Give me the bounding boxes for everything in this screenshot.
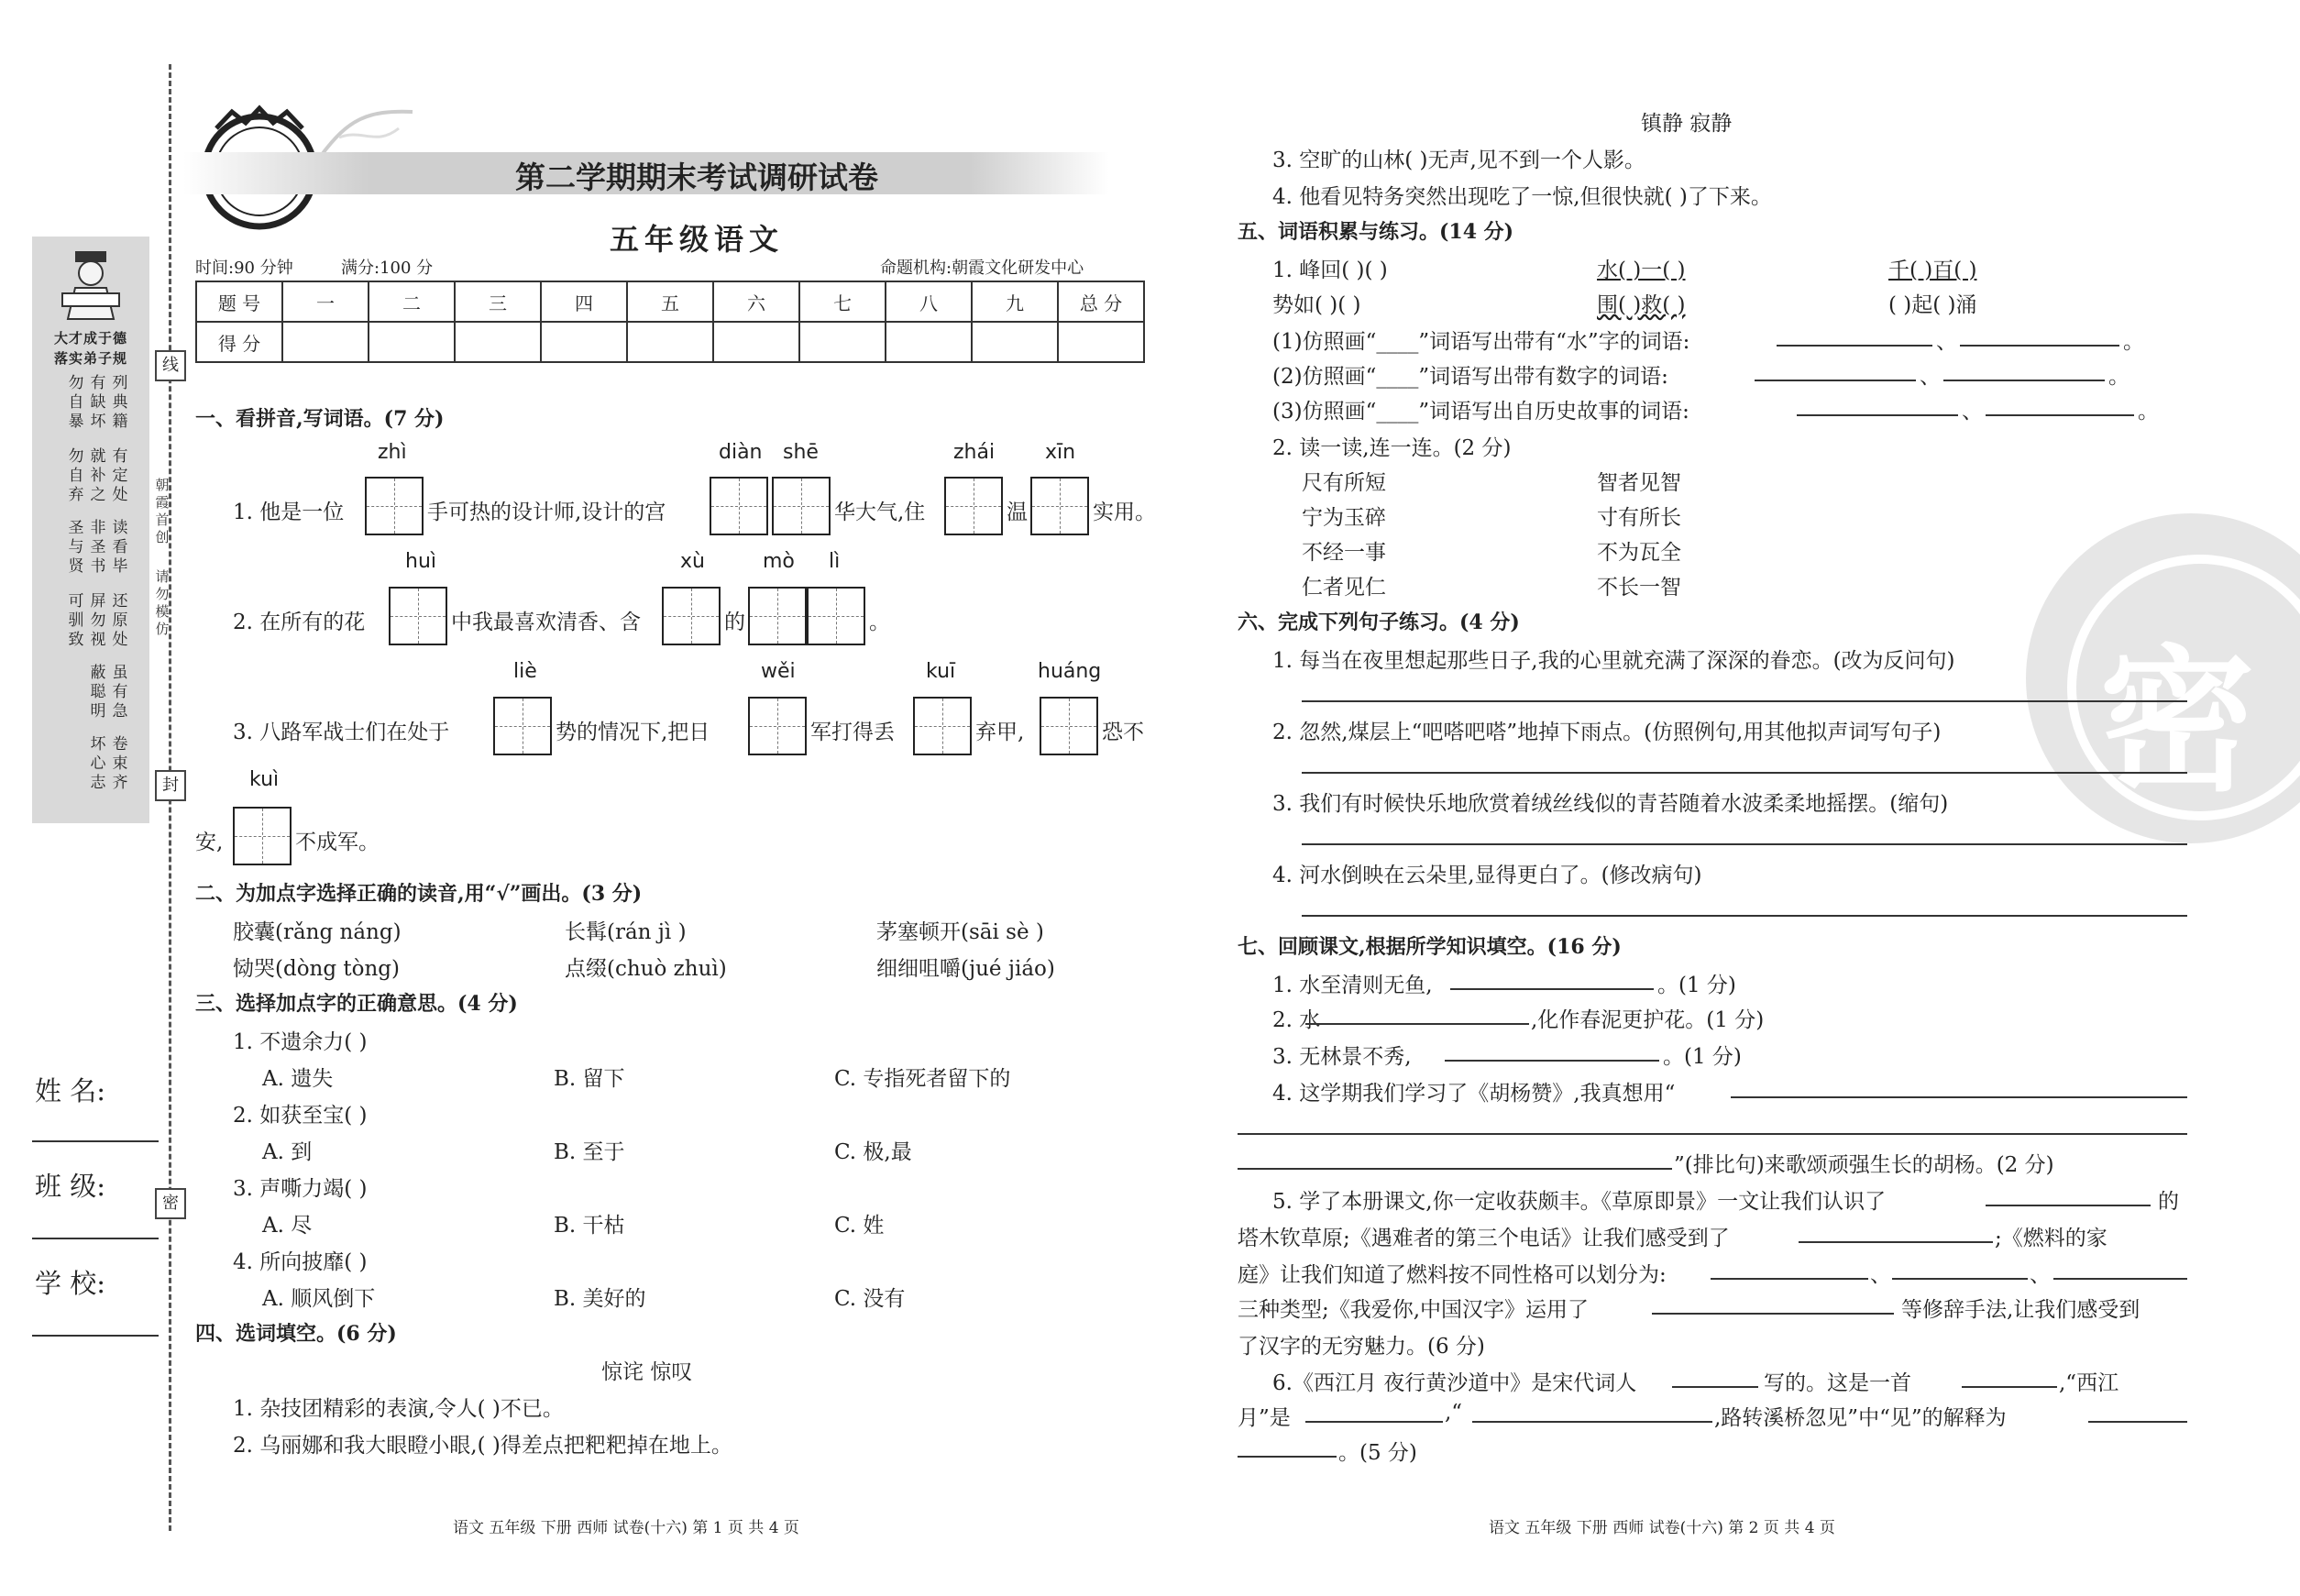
pinyin: shē xyxy=(783,441,819,464)
answer-blank[interactable] xyxy=(1450,988,1654,990)
reading-option[interactable]: 胶囊(rǎng náng) xyxy=(233,920,402,944)
answer-blank[interactable] xyxy=(1445,1060,1659,1062)
pinyin: kuì xyxy=(249,768,280,791)
answer-line[interactable] xyxy=(1302,772,2187,774)
end-mark: 。 xyxy=(2108,365,2129,389)
match-left-item[interactable]: 尺有所短 xyxy=(1302,471,1386,495)
score-cell[interactable] xyxy=(369,322,455,362)
score-header-cell: 三 xyxy=(455,281,541,322)
q2-text-c: 的 xyxy=(724,611,745,634)
exam-time: 时间:90 分钟 xyxy=(195,259,293,278)
motto-column: 虽有急 xyxy=(112,664,128,721)
recall-text: 5. 学了本册课文,你一定收获颇丰。《草原即景》一文让我们认识了 xyxy=(1272,1190,1887,1214)
pinyin: wěi xyxy=(761,660,796,683)
idiom-blank: ( )起( )涌 xyxy=(1888,293,1977,317)
section-6-title: 六、完成下列句子练习。(4 分) xyxy=(1238,611,1520,634)
score-header-cell: 六 xyxy=(713,281,799,322)
motto-panel xyxy=(32,237,149,823)
fill-question: 1. 杂技团精彩的表演,令人( )不已。 xyxy=(233,1397,564,1421)
section-2-title: 二、为加点字选择正确的读音,用“√”画出。(3 分) xyxy=(195,882,643,906)
meaning-choice[interactable]: A. 遗失 xyxy=(262,1067,334,1091)
binding-mark-bottom: 密 xyxy=(155,1188,186,1219)
meaning-choice[interactable]: B. 干枯 xyxy=(554,1214,625,1238)
q1-text-b: 手可热的设计师,设计的宫 xyxy=(427,501,666,524)
score-header-cell: 四 xyxy=(541,281,627,322)
meaning-choice[interactable]: B. 留下 xyxy=(554,1067,625,1091)
score-cell[interactable] xyxy=(455,322,541,362)
match-right-item[interactable]: 不长一智 xyxy=(1597,576,1681,600)
score-table-score-row xyxy=(196,322,1144,362)
recall-text: 。(1 分) xyxy=(1657,974,1736,997)
score-table xyxy=(195,281,1145,363)
motto-column: 列典籍 xyxy=(112,374,128,431)
answer-box[interactable] xyxy=(662,587,721,645)
recall-text: 庭》让我们知道了燃料按不同性格可以划分为: xyxy=(1238,1263,1667,1287)
answer-blank[interactable] xyxy=(1711,1278,1868,1280)
recall-text: 1. 水至清则无鱼, xyxy=(1272,974,1433,997)
motto-slogan-1: 大才成于德 xyxy=(53,330,127,347)
pinyin: zhì xyxy=(378,441,407,464)
recall-text: 。(1 分) xyxy=(1663,1045,1742,1069)
answer-box[interactable] xyxy=(772,477,831,535)
answer-box[interactable] xyxy=(944,477,1003,535)
motto-column: 圣与贤 xyxy=(68,519,84,576)
recall-text: ,“ xyxy=(1445,1401,1463,1425)
answer-blank[interactable] xyxy=(1305,1421,1443,1423)
imitation-prompt: (2)仿照画“____”词语写出带有数字的词语: xyxy=(1272,365,1668,389)
score-cell[interactable] xyxy=(282,322,369,362)
separator: 、 xyxy=(1962,400,1983,424)
motto-column: 非圣书 xyxy=(90,519,106,576)
idiom-blank: 水( )一( ) xyxy=(1597,259,1686,282)
class-label: 班 级: xyxy=(35,1171,105,1202)
sentence-question: 1. 每当在夜里想起那些日子,我的心里就充满了深深的眷恋。(改为反问句) xyxy=(1272,649,1955,673)
answer-box[interactable] xyxy=(493,697,552,755)
meaning-choice[interactable]: A. 尽 xyxy=(262,1214,313,1238)
meaning-choice[interactable]: C. 极,最 xyxy=(834,1140,912,1164)
name-field[interactable] xyxy=(32,1140,159,1142)
match-right-item[interactable]: 寸有所长 xyxy=(1597,506,1681,530)
q3-text-a: 3. 八路军战士们在处于 xyxy=(233,721,450,744)
answer-blank[interactable] xyxy=(1755,380,1916,381)
motto-column: 屏勿视 xyxy=(90,592,106,649)
end-mark: 。 xyxy=(2138,400,2159,424)
answer-blank[interactable] xyxy=(1238,1456,1337,1458)
recall-text: 4. 这学期我们学习了《胡杨赞》,我真想用“ xyxy=(1272,1082,1676,1106)
q1-text-e: 实用。 xyxy=(1093,501,1156,524)
match-left-item[interactable]: 不经一事 xyxy=(1302,541,1386,565)
pinyin: liè xyxy=(513,660,537,683)
imitation-prompt: (3)仿照画“____”词语写出自历史故事的词语: xyxy=(1272,400,1689,424)
recall-text: 月”是 xyxy=(1238,1406,1291,1430)
answer-blank[interactable] xyxy=(1960,345,2119,347)
motto-column: 可驯致 xyxy=(68,592,84,649)
answer-line[interactable] xyxy=(1302,843,2187,845)
score-header-cell: 二 xyxy=(369,281,455,322)
recall-text: 写的。这是一首 xyxy=(1764,1371,1911,1395)
separator: 、 xyxy=(1936,330,1957,354)
score-cell[interactable] xyxy=(541,322,627,362)
meaning-question: 2. 如获至宝( ) xyxy=(233,1104,368,1128)
page-footer-left: 语文 五年级 下册 西师 试卷(十六) 第 1 页 共 4 页 xyxy=(453,1519,799,1537)
meaning-question: 3. 声嘶力竭( ) xyxy=(233,1177,368,1201)
q2-text-d: 。 xyxy=(869,611,890,634)
pinyin: lì xyxy=(829,550,841,573)
score-header-cell: 八 xyxy=(886,281,972,322)
pinyin: zhái xyxy=(953,441,996,464)
meaning-choice[interactable]: C. 没有 xyxy=(834,1287,906,1311)
exam-subtitle: 五年级语文 xyxy=(609,222,784,257)
q1-text-c: 华大气,住 xyxy=(834,501,926,524)
meaning-choice[interactable]: B. 至于 xyxy=(554,1140,625,1164)
recall-text: ,路转溪桥忽见”中“见”的解释为 xyxy=(1714,1406,2007,1430)
motto-column: 卷束齐 xyxy=(112,735,128,792)
idiom-blank: 1. 峰回( )( ) xyxy=(1272,259,1388,282)
score-header-cell: 总 分 xyxy=(1058,281,1144,322)
meaning-choice[interactable]: C. 姓 xyxy=(834,1214,885,1238)
reading-option[interactable]: 细细咀嚼(jué jiáo) xyxy=(876,957,1055,981)
recall-text: 等修辞手法,让我们感受到 xyxy=(1901,1298,2140,1322)
answer-box[interactable] xyxy=(710,477,768,535)
score-row-label: 得 分 xyxy=(196,322,282,362)
exam-title: 第二学期期末考试调研试卷 xyxy=(515,160,878,195)
score-header-cell: 五 xyxy=(627,281,713,322)
separator: 、 xyxy=(1870,1263,1891,1287)
pinyin: diàn xyxy=(719,441,763,464)
watermark-char: 密 xyxy=(2099,630,2256,813)
answer-blank[interactable] xyxy=(1305,1023,1529,1025)
motto-column: 就补之 xyxy=(90,447,106,504)
match-left-item[interactable]: 宁为玉碎 xyxy=(1302,506,1386,530)
meaning-choice[interactable]: A. 到 xyxy=(262,1140,313,1164)
idiom-blank: 千( )百( ) xyxy=(1888,259,1977,282)
motto-column: 还原处 xyxy=(112,592,128,649)
answer-blank[interactable] xyxy=(1799,1241,1993,1243)
score-cell[interactable] xyxy=(627,322,713,362)
pinyin: xīn xyxy=(1045,441,1076,464)
motto-slogan-2: 落实弟子规 xyxy=(53,350,127,367)
class-field[interactable] xyxy=(32,1238,159,1239)
answer-box[interactable] xyxy=(365,477,424,535)
reading-option[interactable]: 点缀(chuò zhuì) xyxy=(565,957,727,981)
meaning-question: 4. 所向披靡( ) xyxy=(233,1250,368,1274)
end-mark: 。 xyxy=(2123,330,2144,354)
recall-text: 塔木钦草原;《遇难者的第三个电话》让我们感受到了 xyxy=(1238,1227,1730,1250)
match-right-item[interactable]: 不为瓦全 xyxy=(1597,541,1681,565)
sentence-question: 4. 河水倒映在云朵里,显得更白了。(修改病句) xyxy=(1272,864,1702,887)
exam-full-score: 满分:100 分 xyxy=(341,259,434,278)
answer-box[interactable] xyxy=(233,807,292,865)
answer-blank[interactable] xyxy=(1892,1278,2028,1280)
motto-column: 读看毕 xyxy=(112,519,128,576)
recall-text: 三种类型;《我爱你,中国汉字》运用了 xyxy=(1238,1298,1590,1322)
section-3-title: 三、选择加点字的正确意思。(4 分) xyxy=(195,992,518,1016)
exam-organization: 命题机构:朝霞文化研发中心 xyxy=(880,259,1084,278)
q3-text-e: 恐不 xyxy=(1102,721,1144,744)
score-header-cell: 一 xyxy=(282,281,369,322)
recall-text: 了汉字的无穷魅力。(6 分) xyxy=(1238,1335,1485,1359)
score-cell[interactable] xyxy=(972,322,1058,362)
answer-box[interactable] xyxy=(1030,477,1089,535)
pinyin: kuī xyxy=(926,660,956,683)
motto-column: 有定处 xyxy=(112,447,128,504)
sentence-question: 3. 我们有时候快乐地欣赏着绒丝线似的青苔随着水波柔柔地摇摆。(缩句) xyxy=(1272,792,1949,816)
answer-blank[interactable] xyxy=(2053,1278,2187,1280)
sentence-question: 2. 忽然,煤层上“吧嗒吧嗒”地掉下雨点。(仿照例句,用其他拟声词写句子) xyxy=(1272,721,1942,744)
separator: 、 xyxy=(2030,1263,2051,1287)
pinyin: huáng xyxy=(1038,660,1102,683)
q1-text-d: 温 xyxy=(1007,501,1028,524)
q3-text-c: 军打得丢 xyxy=(810,721,895,744)
recall-text: ”(排比句)来歌颂顽强生长的胡杨。(2 分) xyxy=(1674,1153,2054,1177)
school-field[interactable] xyxy=(32,1335,159,1337)
meaning-choice[interactable]: B. 美好的 xyxy=(554,1287,646,1311)
answer-blank[interactable] xyxy=(1797,414,1958,416)
answer-box[interactable] xyxy=(807,587,865,645)
motto-column: 有缺坏 xyxy=(90,374,106,431)
match-right-item[interactable]: 智者见智 xyxy=(1597,471,1681,495)
recall-text: ,“西江 xyxy=(2059,1371,2119,1395)
answer-box[interactable] xyxy=(1040,697,1098,755)
binding-mark-top: 线 xyxy=(155,350,186,381)
name-label: 姓 名: xyxy=(35,1075,105,1106)
answer-line[interactable] xyxy=(1302,915,2187,917)
motto-column: 勿自暴 xyxy=(68,374,84,431)
q2-text-a: 2. 在所有的花 xyxy=(233,611,366,634)
q3-text-g: 不成军。 xyxy=(295,831,380,854)
match-left-item[interactable]: 仁者见仁 xyxy=(1302,576,1386,600)
score-table-header-row xyxy=(196,281,1144,322)
q2-text-b: 中我最喜欢清香、含 xyxy=(451,611,641,634)
score-header-cell: 九 xyxy=(972,281,1058,322)
recall-text: ,化作春泥更护花。(1 分) xyxy=(1531,1008,1765,1032)
scholar-figure-icon xyxy=(55,248,127,321)
pinyin: xù xyxy=(680,550,705,573)
fill-question: 2. 乌丽娜和我大眼瞪小眼,( )得差点把粑粑掉在地上。 xyxy=(233,1434,732,1458)
sidebar-note-no-copy: 请勿模仿 xyxy=(155,568,170,637)
score-cell[interactable] xyxy=(799,322,886,362)
imitation-prompt: (1)仿照画“____”词语写出带有“水”字的词语: xyxy=(1272,330,1690,354)
word-choices: 镇静 寂静 xyxy=(1641,112,1733,136)
motto-column: 坏心志 xyxy=(90,735,106,792)
score-cell[interactable] xyxy=(713,322,799,362)
answer-line[interactable] xyxy=(1238,1133,2187,1135)
idiom-blank: 围( )救( ) xyxy=(1597,293,1686,317)
pinyin: mò xyxy=(763,550,795,573)
answer-blank[interactable] xyxy=(1986,414,2134,416)
answer-blank[interactable] xyxy=(1986,1205,2151,1206)
q3-text-f: 安, xyxy=(195,831,224,854)
answer-blank[interactable] xyxy=(1962,1386,2057,1388)
motto-column: 蔽聪明 xyxy=(90,664,106,721)
section-4-title: 四、选词填空。(6 分) xyxy=(195,1322,397,1346)
fill-question: 4. 他看见特务突然出现吃了一惊,但很快就( )了下来。 xyxy=(1272,185,1772,209)
answer-blank[interactable] xyxy=(1652,1313,1894,1315)
q3-text-b: 势的情况下,把日 xyxy=(556,721,710,744)
meaning-question: 1. 不遗余力( ) xyxy=(233,1030,368,1054)
answer-blank[interactable] xyxy=(2088,1421,2187,1423)
meaning-choice[interactable]: A. 顺风倒下 xyxy=(262,1287,376,1311)
answer-line[interactable] xyxy=(1302,700,2187,702)
fill-question: 3. 空旷的山林( )无声,见不到一个人影。 xyxy=(1272,149,1645,172)
answer-box[interactable] xyxy=(748,697,807,755)
separator: 、 xyxy=(1920,365,1941,389)
answer-blank[interactable] xyxy=(1238,1168,1672,1170)
recall-text: ;《燃料的家 xyxy=(1995,1227,2107,1250)
answer-blank[interactable] xyxy=(1731,1096,2187,1098)
meaning-choice[interactable]: C. 专指死者留下的 xyxy=(834,1067,1011,1091)
section-7-title: 七、回顾课文,根据所学知识填空。(16 分) xyxy=(1238,935,1622,959)
reading-option[interactable]: 长髯(rán jì ) xyxy=(565,920,687,944)
match-question: 2. 读一读,连一连。(2 分) xyxy=(1272,436,1512,460)
school-label: 学 校: xyxy=(35,1268,105,1299)
answer-blank[interactable] xyxy=(1777,345,1932,347)
answer-blank[interactable] xyxy=(1472,1421,1712,1423)
answer-box[interactable] xyxy=(913,697,972,755)
score-cell[interactable] xyxy=(1058,322,1144,362)
idiom-blank: 势如( )( ) xyxy=(1272,293,1361,317)
answer-blank[interactable] xyxy=(1672,1386,1758,1388)
answer-box[interactable] xyxy=(389,587,447,645)
binding-mark-middle: 封 xyxy=(155,770,186,801)
reading-option[interactable]: 恸哭(dòng tòng) xyxy=(233,957,400,981)
recall-text: 。(5 分) xyxy=(1338,1441,1417,1465)
recall-text: 的 xyxy=(2158,1190,2179,1214)
page-footer-right: 语文 五年级 下册 西师 试卷(十六) 第 2 页 共 4 页 xyxy=(1489,1519,1835,1537)
score-header-cell: 七 xyxy=(799,281,886,322)
section-5-title: 五、词语积累与练习。(14 分) xyxy=(1238,220,1514,244)
answer-blank[interactable] xyxy=(1943,380,2105,381)
recall-text: 3. 无林景不秀, xyxy=(1272,1045,1412,1069)
q3-text-d: 弃甲, xyxy=(975,721,1025,744)
recall-text: 2. 水 xyxy=(1272,1008,1321,1032)
reading-option[interactable]: 茅塞顿开(sāi sè ) xyxy=(876,920,1044,944)
motto-column: 勿自弃 xyxy=(68,447,84,504)
answer-box[interactable] xyxy=(748,587,807,645)
section-1-title: 一、看拼音,写词语。(7 分) xyxy=(195,407,445,431)
sidebar-note-original: 朝霞首创 xyxy=(155,477,170,545)
q1-text-a: 1. 他是一位 xyxy=(233,501,345,524)
pinyin: huì xyxy=(405,550,436,573)
word-choices: 惊诧 惊叹 xyxy=(601,1360,693,1384)
score-header-cell: 题 号 xyxy=(196,281,282,322)
recall-text: 6.《西江月 夜行黄沙道中》是宋代词人 xyxy=(1272,1371,1637,1395)
score-cell[interactable] xyxy=(886,322,972,362)
